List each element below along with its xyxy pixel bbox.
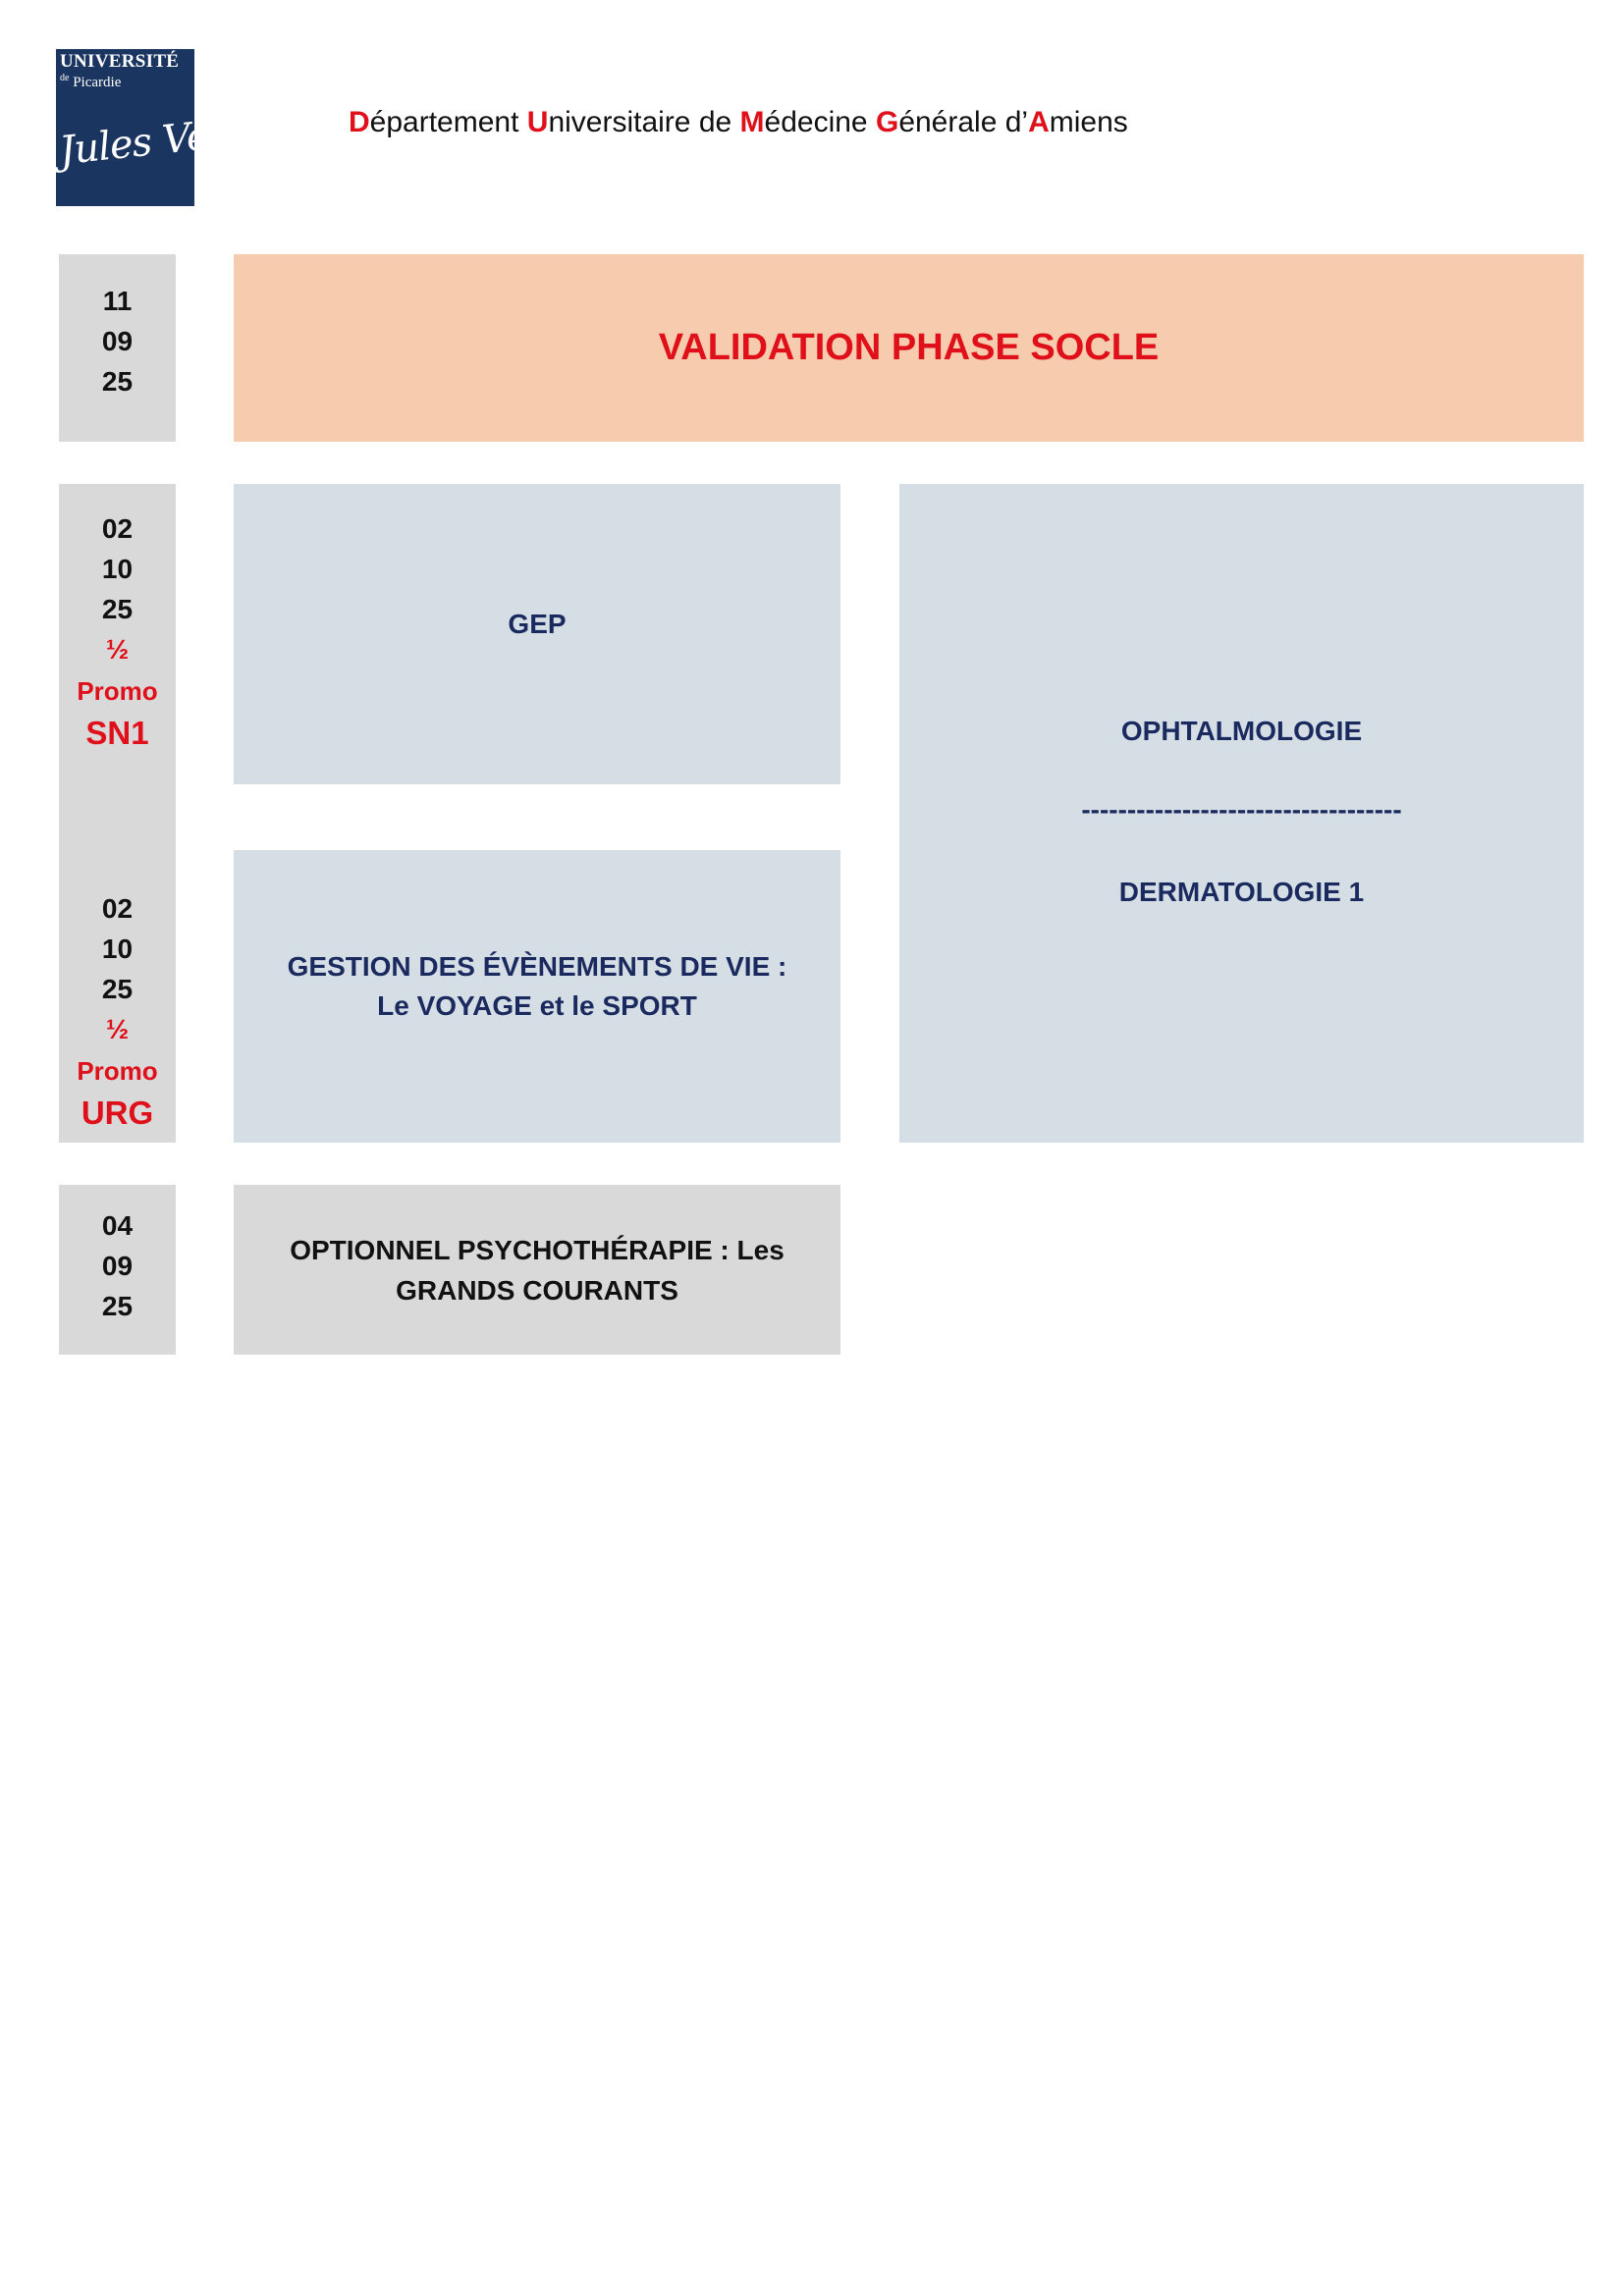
dermatologie-title: DERMATOLOGIE 1 <box>1118 877 1365 907</box>
date-cell: 04 09 25 <box>59 1185 176 1355</box>
ophtalmologie-title: OPHTALMOLOGIE <box>1120 716 1363 746</box>
date-cell: 11 09 25 <box>59 254 176 442</box>
gestion-evenements-box <box>234 850 840 1143</box>
optionnel-psychotherapie-box <box>234 1185 840 1355</box>
group-label: SN1 <box>85 715 149 751</box>
half-label: ½ <box>105 1014 130 1044</box>
department-title: Département Universitaire de Médecine Générale d’Amiens <box>349 106 1128 138</box>
logo-signature: Jules Verne <box>57 106 275 175</box>
separator-dashes: ----------------------------------- <box>1081 794 1402 825</box>
promo-label: Promo <box>77 1056 158 1086</box>
logo-university-text: UNIVERSITÉ <box>60 51 180 72</box>
half-label: ½ <box>105 634 130 665</box>
optionnel-title-line2: GRANDS COURANTS <box>396 1274 678 1306</box>
validation-title: VALIDATION PHASE SOCLE <box>658 327 1160 368</box>
ophtalmo-dermato-box <box>899 484 1584 1143</box>
group-label: URG <box>81 1095 154 1131</box>
university-logo <box>56 49 275 206</box>
gep-title: GEP <box>508 609 567 639</box>
gestion-title-line2: Le VOYAGE et le SPORT <box>377 990 697 1021</box>
validation-box <box>234 254 1584 442</box>
promo-label: Promo <box>77 676 158 706</box>
gestion-title-line1: GESTION DES ÉVÈNEMENTS DE VIE : <box>287 951 787 982</box>
optionnel-title-line1: OPTIONNEL PSYCHOTHÉRAPIE : Les <box>290 1234 785 1265</box>
date-cell: 02 10 25 ½ Promo SN1 02 10 25 ½ Promo URG <box>59 484 176 1143</box>
gep-box <box>234 484 840 784</box>
logo-picardie-text: $^{de}$ Picardie <box>60 73 122 90</box>
